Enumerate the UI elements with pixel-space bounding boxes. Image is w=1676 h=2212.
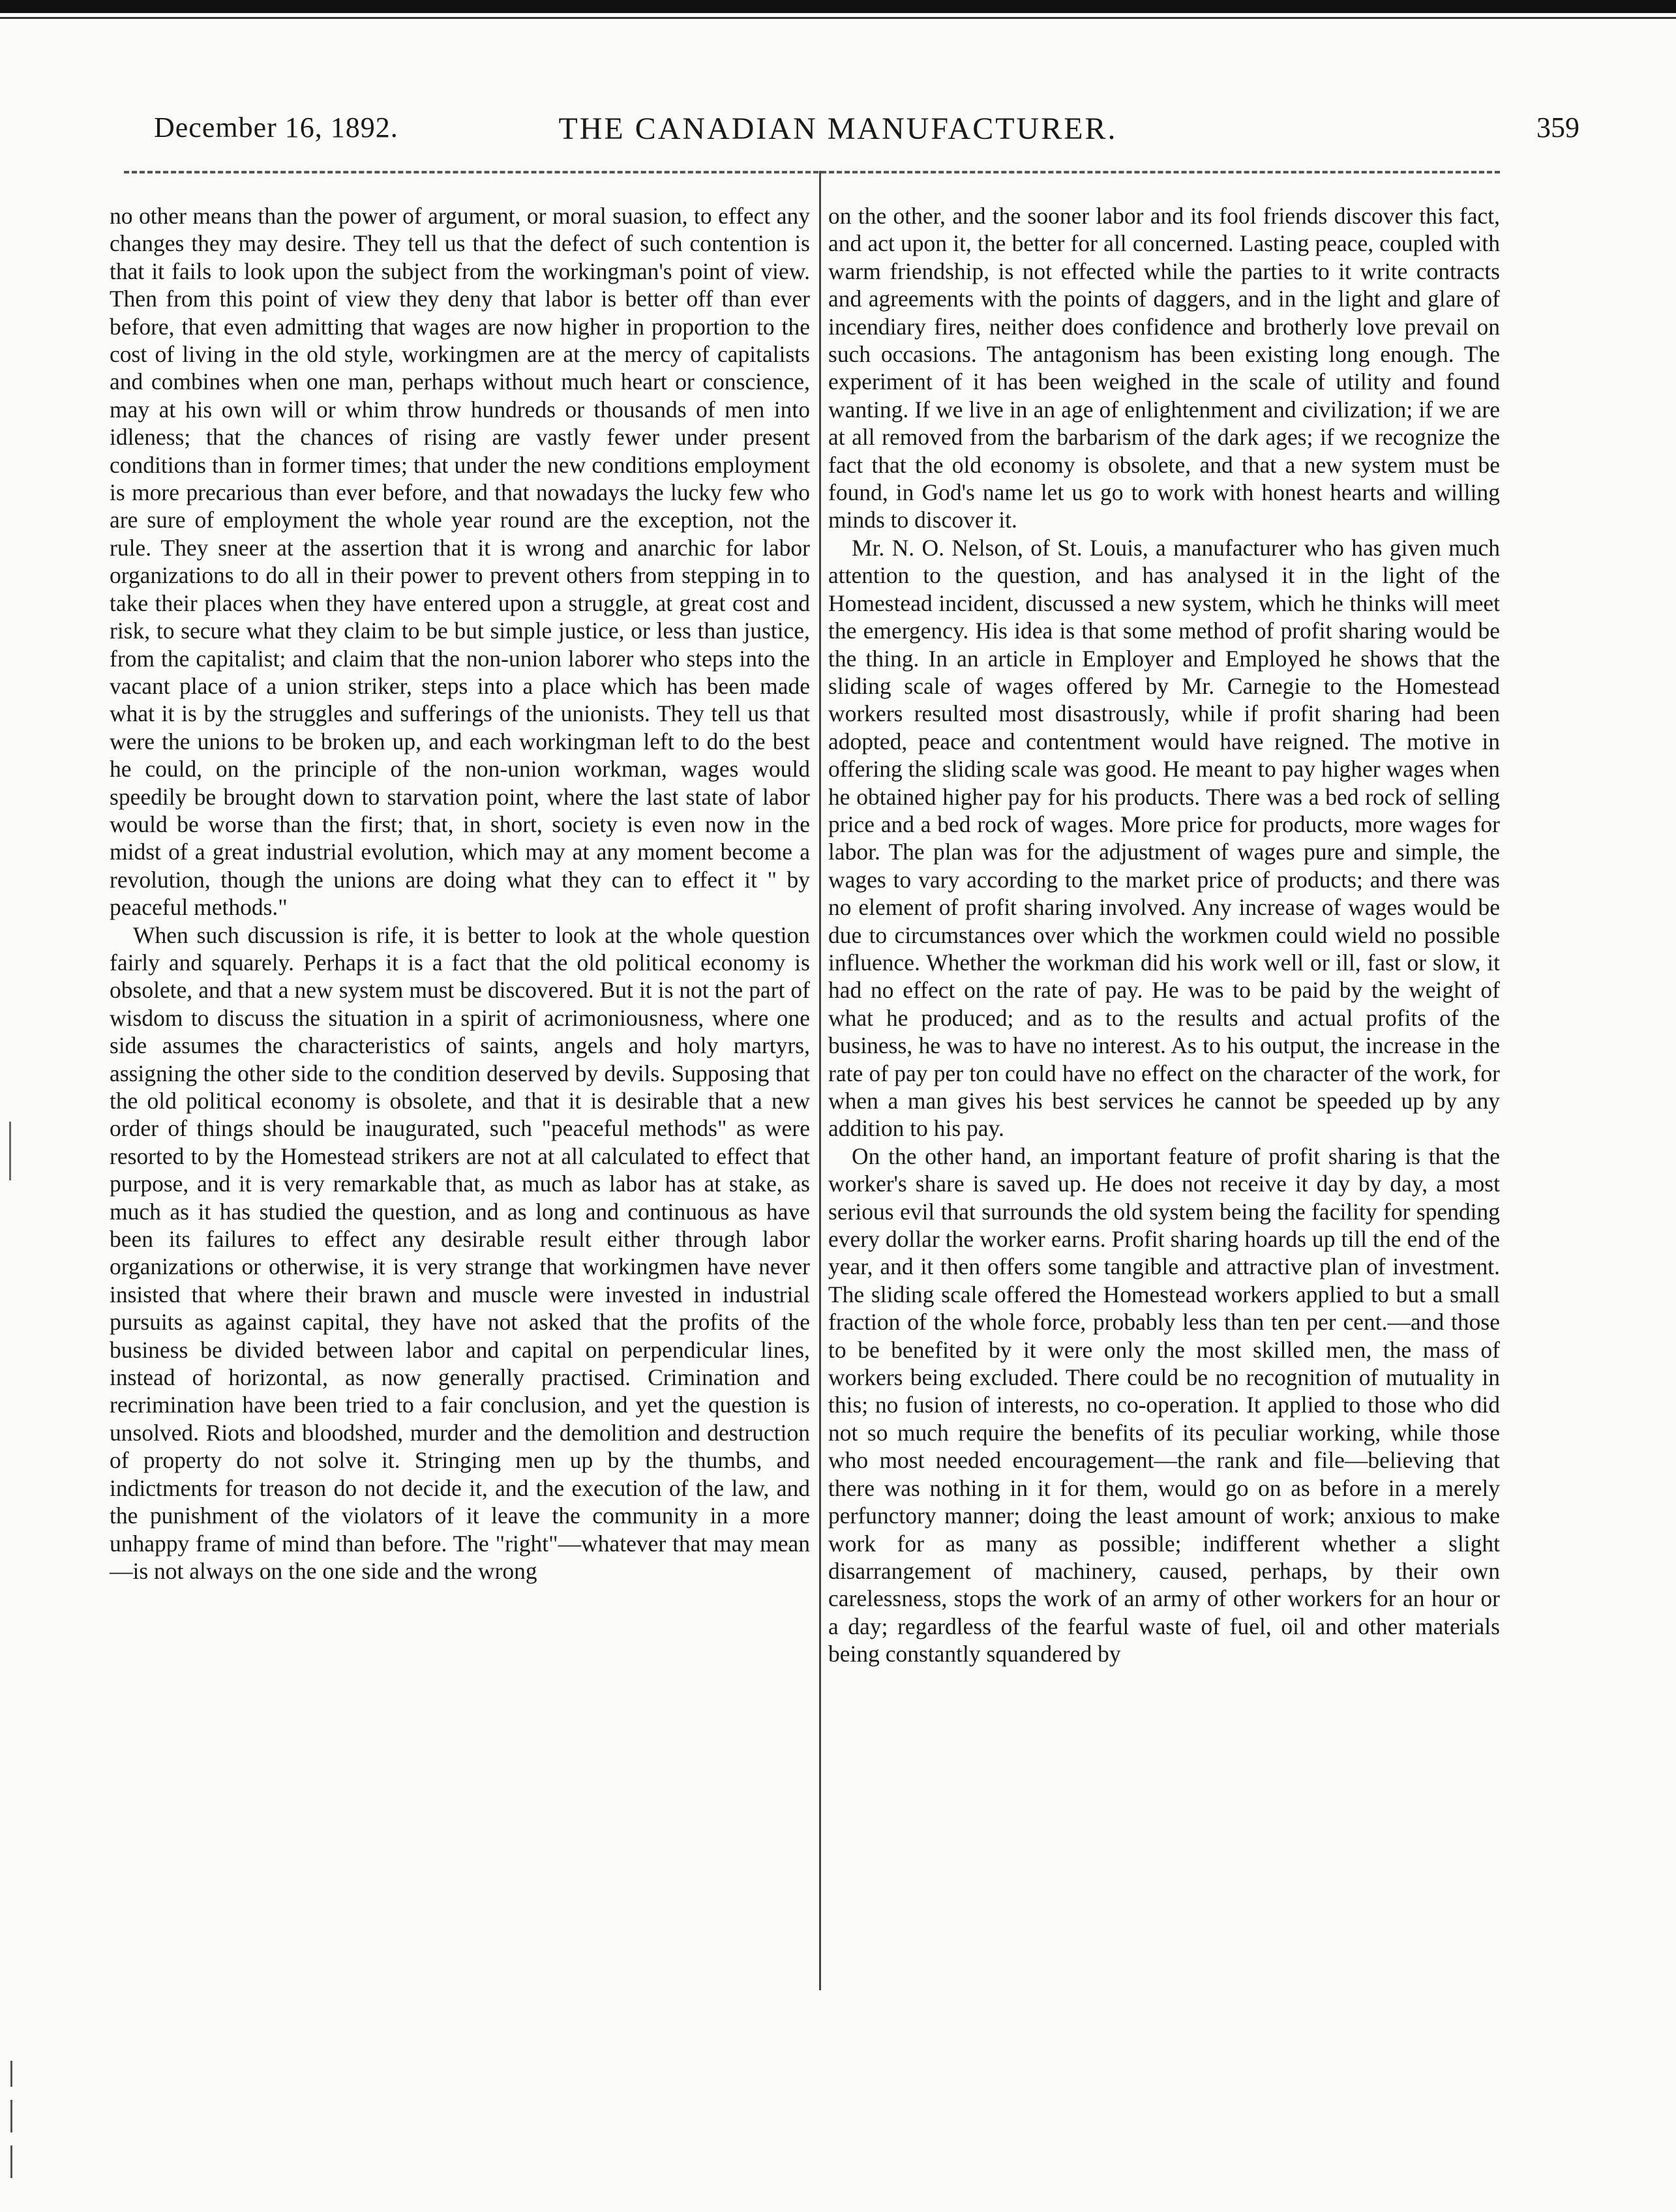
margin-mark — [10, 2100, 12, 2132]
margin-mark — [10, 2061, 12, 2087]
header-divider — [124, 171, 1500, 173]
left-paragraph-1: no other means than the power of argument, or moral suasion, to effect any changes they may desire. They tell us that the defect of such contention is that it fails to look upon the subject from the workingman's point of view. Then from this point of view they deny that labor is better off than ever before, that even admitting that wages are now higher in proportion to the cost of living in the old style, workingmen are at the mercy of capitalists and combines when one man, perhaps without much heart or conscience, may at his own will or whim throw hundreds or thousands of men into idleness; that the chances of rising are vastly fewer under present conditions than in former times; that under the new conditions employment is more precarious than ever before, and that nowadays the lucky few who are sure of employment the whole year round are the exception, not the rule. They sneer at the assertion that it is wrong and anarchic for labor organizations to do all in their power to prevent others from stepping in to take their places when they have entered upon a struggle, at great cost and risk, to secure what they claim to be but simple justice, or less than justice, from the capitalist; and claim that the non-union laborer who steps into the vacant place of a union striker, steps into a place which has been made what it is by the struggles and sufferings of the unionists. They tell us that were the unions to be broken up, and each workingman left to do the best he could, on the principle of the non-union workman, wages would speedily be brought down to starvation point, where the last state of labor would be worse than the first; that, in short, society is even now in the midst of a great industrial evolution, which may at any moment become a revolution, though the unions are doing what they can to effect it " by peaceful methods." — [110, 203, 810, 921]
left-column — [110, 202, 810, 1585]
page-header — [0, 111, 1676, 170]
margin-mark — [9, 1122, 11, 1180]
top-border-rule-thin — [0, 17, 1676, 19]
right-paragraph-2: Mr. N. O. Nelson, of St. Louis, a manufacturer who has given much attention to the question, and has analysed it in the light of the Homestead incident, discussed a new system, which he thinks will meet the emergency. His idea is that some method of profit sharing would be the thing. In an article in Employer and Employed he shows that the sliding scale of wages offered by Mr. Carnegie to the Homestead workers resulted most disastrously, while if profit sharing had been adopted, peace and contentment would have reigned. The motive in offering the sliding scale was good. He meant to pay higher wages when he obtained higher pay for his products. There was a bed rock of selling price and a bed rock of wages. More price for products, more wages for labor. The plan was for the adjustment of wages pure and simple, the wages to vary according to the market price of products; and there was no element of profit sharing involved. Any increase of wages would be due to circumstances over which the workmen could wield no possible influence. Whether the workman did his work well or ill, fast or slow, it had no effect on the rate of pay. He was to be paid by the weight of what he produced; and as to the results and actual profits of the business, he was to have no interest. As to his output, the increase in the rate of pay per ton could have no effect on the character of the work, for when a man gives his best services he cannot be speeded up by any addition to his pay. — [828, 534, 1500, 1142]
binding-marks — [7, 2061, 20, 2191]
right-paragraph-3: On the other hand, an important feature of profit sharing is that the worker's share is saved up. He does not receive it day by day, a most serious evil that surrounds the old system being the facility for spending every dollar the worker earns. Profit sharing hoards up till the end of the year, and it then offers some tangible and attractive plan of investment. The sliding scale offered the Homestead workers applied to but a small fraction of the whole force, probably less than ten per cent.—and those to be benefited by it were only the most skilled men, the mass of workers being excluded. There could be no recognition of mutuality in this; no fusion of interests, no co-operation. It applied to those who did not so much require the benefits of its peculiar working, while those who most needed encouragement—the rank and file—believing that there was nothing in it for them, would go on as before in a merely perfunctory manner; doing the least amount of work; anxious to make work for as many as possible; indifferent whether a slight disarrangement of machinery, caused, perhaps, by their own carelessness, stops the work of an army of other workers for an hour or a day; regardless of the fearful waste of fuel, oil and other materials being constantly squandered by — [828, 1143, 1500, 1667]
margin-mark — [10, 2145, 12, 2178]
top-border-rule — [0, 0, 1676, 13]
issue-date: December 16, 1892. — [154, 112, 398, 143]
right-column — [828, 202, 1500, 1668]
right-paragraph-1: on the other, and the sooner labor and its fool friends discover this fact, and act upon it, the better for all concerned. Lasting peace, coupled with warm friendship, is not effected while the parties to it write contracts and agreements with the points of daggers, and in the light and glare of incendiary fires, neither does confidence and brotherly love prevail on such occasions. The antagonism has been existing long enough. The experiment of it has been weighed in the scale of utility and found wanting. If we live in an age of enlightenment and civilization; if we are at all removed from the barbarism of the dark ages; if we recognize the fact that the old economy is obsolete, and that a new system must be found, in God's name let us go to work with honest hearts and willing minds to discover it. — [828, 203, 1500, 533]
publication-title: THE CANADIAN MANUFACTURER. — [558, 112, 1118, 146]
column-divider — [819, 171, 821, 1990]
page-number: 359 — [1536, 112, 1579, 143]
left-paragraph-2: When such discussion is rife, it is better to look at the whole question fairly and squarely. Perhaps it is a fact that the old political economy is obsolete, and that a new system must be discovered. But it is not the part of wisdom to discuss the situation in a spirit of acrimoniousness, where one side assumes the characteristics of saints, angels and holy martyrs, assigning the other side to the condition deserved by devils. Supposing that the old political economy is obsolete, and that it is desirable that a new order of things should be inaugurated, such "peaceful methods" as were resorted to by the Homestead strikers are not at all calculated to effect that purpose, and it is very remarkable that, as much as labor has at stake, as much as it has studied the question, and as long and continuous as have been its failures to effect any desirable result either through labor organizations or otherwise, it is very strange that workingmen have never insisted that where their brawn and muscle were invested in industrial pursuits as against capital, they have not asked that the profits of the business be divided between labor and capital on perpendicular lines, instead of horizontal, as now generally practised. Crimination and recrimination have been tried to a fair conclusion, and yet the question is unsolved. Riots and bloodshed, murder and the demolition and destruction of property do not solve it. Stringing men up by the thumbs, and indictments for treason do not decide it, and the execution of the law, and the punishment of the violators of it leave the community in a more unhappy frame of mind than before. The "right"—whatever that may mean—is not always on the one side and the wrong — [110, 921, 810, 1584]
